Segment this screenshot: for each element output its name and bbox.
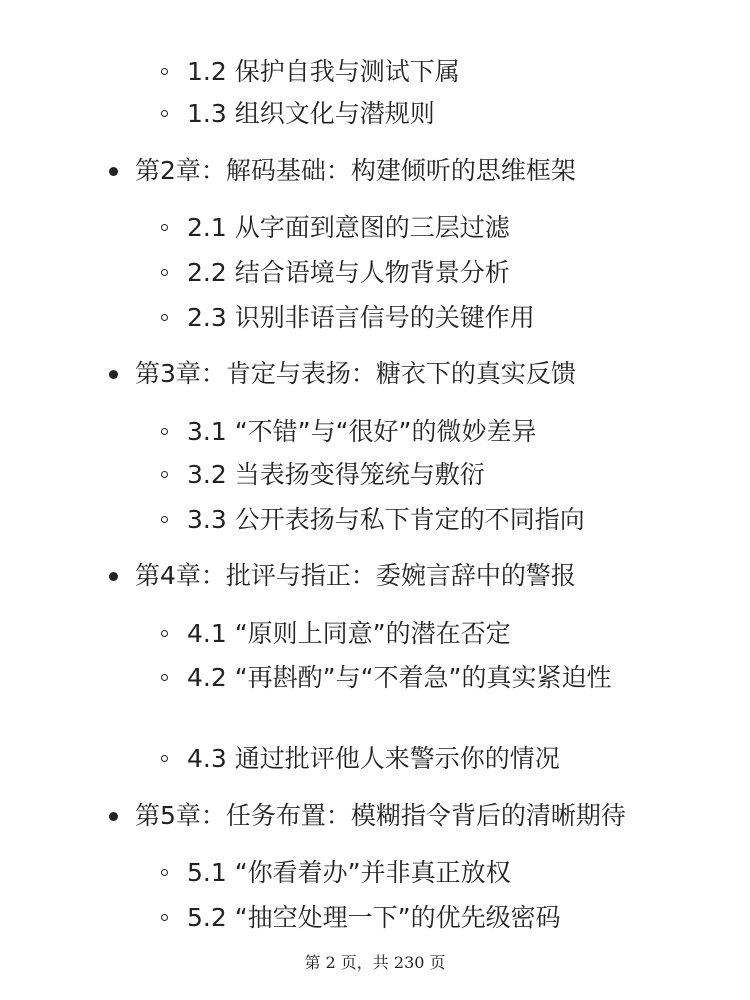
page-number-footer: 第 2 页，共 230 页 [304, 953, 446, 972]
section-item-1-2: 1.2 保护自我与测试下属 [187, 55, 687, 89]
chapter-item-2: 第2章：解码基础：构建倾听的思维框架 [135, 156, 725, 186]
section-item-4-3: 4.3 通过批评他人来警示你的情况 [187, 742, 687, 776]
chapter-item-3: 第3章：肯定与表扬：糖衣下的真实反馈 [135, 359, 725, 389]
chapter-item-4: 第4章：批评与指正：委婉言辞中的警报 [135, 561, 725, 591]
section-item-4-2: 4.2 “再斟酌”与“不着急”的真实紧迫性 [187, 661, 665, 695]
section-item-3-2: 3.2 当表扬变得笼统与敷衍 [187, 458, 687, 492]
section-item-2-3: 2.3 识别非语言信号的关键作用 [187, 301, 687, 335]
section-item-3-3: 3.3 公开表扬与私下肯定的不同指向 [187, 503, 687, 537]
section-item-5-1: 5.1 “你看着办”并非真正放权 [187, 856, 687, 890]
section-item-4-1: 4.1 “原则上同意”的潜在否定 [187, 617, 687, 651]
chapter-item-5: 第5章：任务布置：模糊指令背后的清晰期待 [135, 801, 725, 831]
section-item-3-1: 3.1 “不错”与“很好”的微妙差异 [187, 415, 687, 449]
section-item-5-2: 5.2 “抽空处理一下”的优先级密码 [187, 901, 687, 935]
section-item-1-3: 1.3 组织文化与潜规则 [187, 97, 687, 131]
section-item-2-1: 2.1 从字面到意图的三层过滤 [187, 211, 687, 245]
section-item-2-2: 2.2 结合语境与人物背景分析 [187, 256, 687, 290]
